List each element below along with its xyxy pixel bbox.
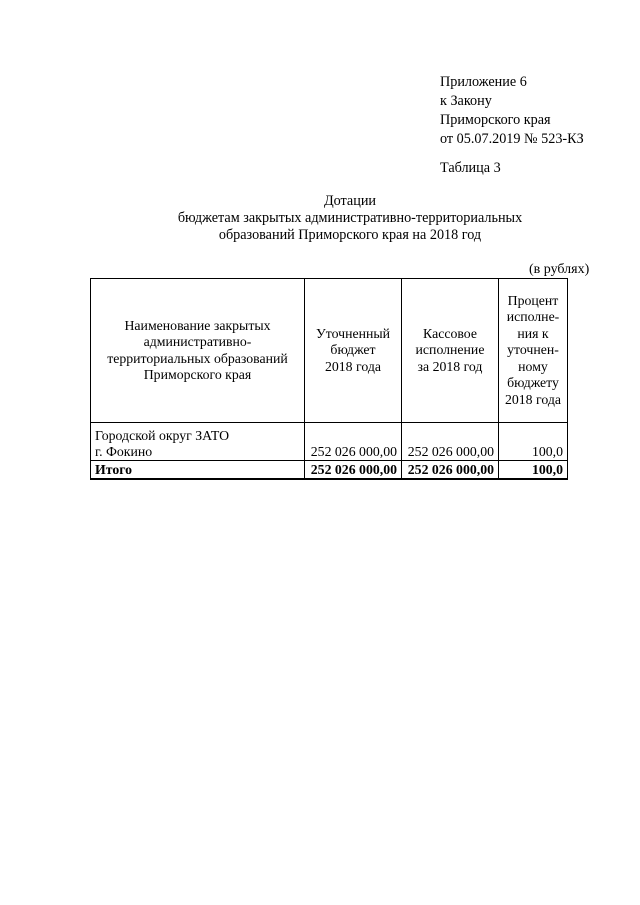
- title-line: бюджетам закрытых административно-территориальных: [177, 210, 523, 226]
- table-header-row: [91, 279, 568, 423]
- appendix-line: Приморского края: [440, 112, 551, 128]
- table-number: Таблица 3: [440, 160, 501, 176]
- total-label: Итого: [91, 461, 305, 480]
- header-budget: Уточненный бюджет 2018 года: [305, 279, 402, 423]
- appendix-line: к Закону: [440, 93, 492, 109]
- total-percent: 100,0: [499, 461, 568, 480]
- title-line: Дотации: [323, 193, 377, 209]
- header-cash-execution: Кассовое исполнение за 2018 год: [402, 279, 499, 423]
- total-row: [91, 461, 568, 480]
- row-cash: 252 026 000,00: [402, 423, 499, 461]
- total-cash: 252 026 000,00: [402, 461, 499, 480]
- units-note: (в рублях): [529, 262, 590, 277]
- title-line: образований Приморского края на 2018 год: [218, 227, 482, 243]
- row-budget: 252 026 000,00: [305, 423, 402, 461]
- subsidies-table: [90, 278, 568, 480]
- header-name: Наименование закрытых административно- территориальных образований Приморского края: [91, 279, 305, 423]
- appendix-line: от 05.07.2019 № 523-КЗ: [440, 131, 584, 147]
- document-title: [100, 193, 600, 244]
- appendix-line: Приложение 6: [440, 74, 527, 90]
- appendix-reference: [440, 73, 584, 149]
- total-budget: 252 026 000,00: [305, 461, 402, 480]
- table-row: [91, 423, 568, 461]
- row-percent: 100,0: [499, 423, 568, 461]
- header-percent: Процент исполне- ния к уточнен- ному бюджету 2018 года: [499, 279, 568, 423]
- row-name: Городской округ ЗАТО г. Фокино: [91, 423, 305, 461]
